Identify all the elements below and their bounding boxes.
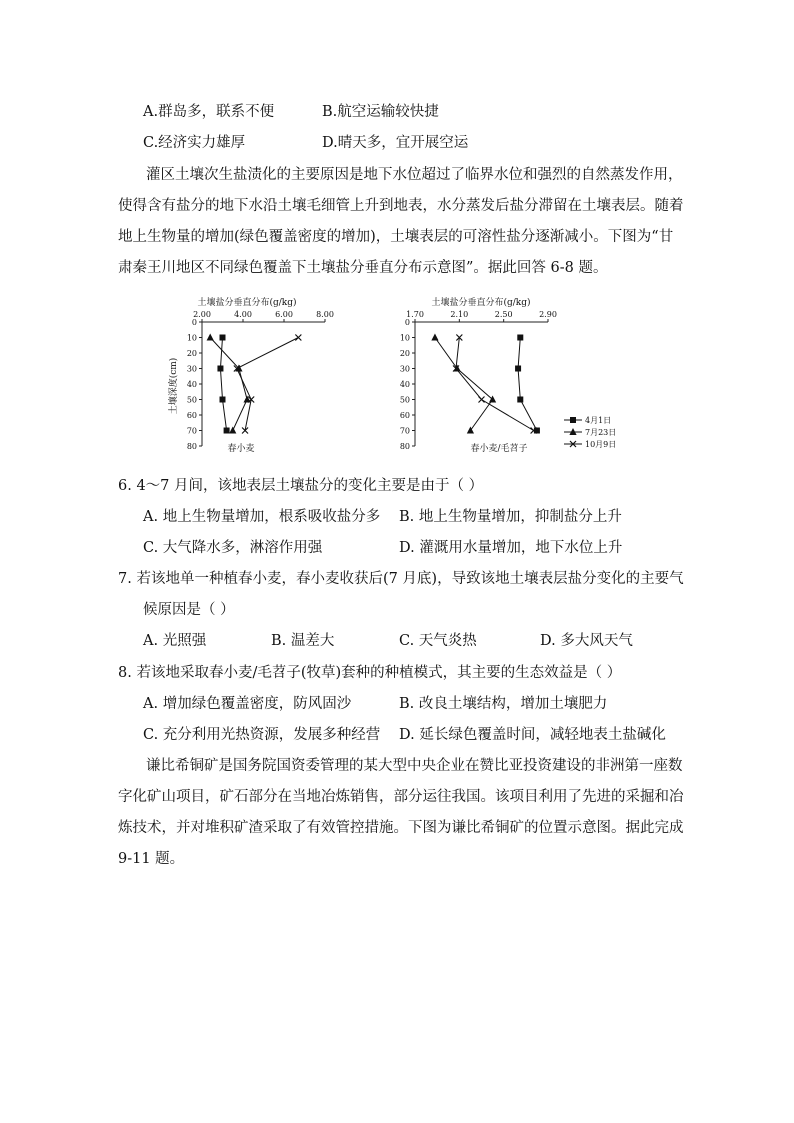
x-tick-label: 4.00 (234, 310, 252, 319)
data-point-triangle (229, 427, 236, 434)
passage2-line-3: 炼技术，并对堆积矿渣采取了有效管控措施。下图为谦比希铜矿的位置示意图。据此完成 (118, 820, 684, 836)
series-line-x (237, 338, 299, 431)
series-line-square (518, 338, 537, 431)
q7-option-a: A. 光照强 (143, 633, 207, 649)
passage1-line-3: 地上生物量的增加(绿色覆盖密度的增加)，土壤表层的可溶性盐分逐渐减小。下图为“甘 (118, 229, 674, 245)
x-tick-label: 2.00 (193, 310, 211, 319)
q6-option-b: B. 地上生物量增加，抑制盐分上升 (399, 509, 622, 525)
chart2-legend (564, 416, 616, 449)
q7-option-b: B. 温差大 (271, 633, 335, 649)
chart2-caption: 春小麦/毛苕子 (470, 444, 528, 454)
data-point-square (220, 335, 226, 341)
q7-option-c: C. 天气炎热 (399, 633, 477, 649)
data-point-square (517, 397, 523, 403)
x-tick-label: 2.50 (494, 310, 513, 319)
y-tick-label: 0 (404, 318, 410, 327)
q6-option-c: C. 大气降水多，淋溶作用强 (143, 540, 323, 556)
passage1-line-2: 使得含有盐分的地下水沿土壤毛细管上升到地表，水分蒸发后盐分滞留在土壤表层。随着 (118, 198, 684, 214)
y-tick-label: 80 (399, 442, 410, 451)
data-point-x (295, 335, 301, 341)
data-point-triangle (207, 334, 214, 341)
y-tick-label: 30 (186, 364, 197, 374)
x-tick-label: 6.00 (275, 310, 293, 319)
q6-option-d: D. 灌溉用水量增加，地下水位上升 (399, 540, 623, 556)
series-line-triangle (435, 338, 493, 431)
q7-stem-line-1: 7. 若该地单一种植春小麦，春小麦收获后(7 月底)，导致该地土壤表层盐分变化的主要气 (118, 571, 684, 587)
data-point-x (479, 397, 485, 403)
y-tick-label: 80 (186, 442, 197, 451)
y-tick-label: 20 (399, 349, 410, 358)
q8-option-d: D. 延长绿色覆盖时间，减轻地表土盐碱化 (399, 727, 666, 743)
q8-option-a: A. 增加绿色覆盖密度，防风固沙 (143, 696, 352, 712)
data-point-square (220, 397, 226, 403)
chart1-title: 土壤盐分垂直分布(g/kg) (197, 298, 297, 308)
series-line-triangle (210, 338, 247, 431)
q8-stem: 8. 若该地采取春小麦/毛苕子(牧草)套种的种植模式，其主要的生态效益是（ ） (118, 665, 622, 681)
y-tick-label: 10 (399, 333, 410, 343)
data-point-square (224, 428, 230, 434)
y-tick-label: 70 (399, 426, 410, 436)
y-tick-label: 50 (186, 395, 197, 405)
option-b: B.航空运输较快捷 (322, 104, 439, 120)
passage2-line-1: 谦比希铜矿是国务院国资委管理的某大型中央企业在赞比亚投资建设的非洲第一座数 (146, 758, 683, 774)
passage2-line-4: 9-11 题。 (118, 851, 185, 867)
y-tick-label: 70 (186, 426, 197, 436)
chart1-x-ticks (193, 310, 334, 322)
data-point-square (217, 366, 223, 372)
data-point-triangle (489, 396, 496, 403)
option-d: D.晴天多，宜开展空运 (322, 135, 469, 151)
chart2-x-ticks (406, 310, 557, 322)
chart-wheat-vetch (372, 290, 637, 460)
legend-label: 10月9日 (585, 440, 617, 449)
q7-option-d: D. 多大风天气 (540, 633, 633, 649)
q6-stem: 6. 4～7 月间，该地表层土壤盐分的变化主要是由于（ ） (118, 478, 484, 494)
data-point-triangle (431, 334, 438, 341)
x-tick-label: 1.70 (406, 310, 424, 319)
y-tick-label: 40 (399, 380, 410, 389)
y-tick-label: 10 (186, 333, 197, 343)
legend-marker-square (570, 417, 576, 423)
y-tick-label: 50 (399, 395, 410, 405)
y-tick-label: 20 (186, 349, 197, 358)
q8-option-b: B. 改良土壤结构，增加土壤肥力 (399, 696, 608, 712)
option-c: C.经济实力雄厚 (143, 135, 246, 151)
passage1-line-1: 灌区土壤次生盐渍化的主要原因是地下水位超过了临界水位和强烈的自然蒸发作用， (146, 167, 683, 183)
legend-label: 7月23日 (585, 428, 617, 437)
option-a: A.群岛多，联系不便 (143, 104, 275, 120)
passage2-line-2: 字化矿山项目，矿石部分在当地冶炼销售，部分运往我国。该项目利用了先进的采掘和冶 (118, 789, 684, 805)
chart2-title: 土壤盐分垂直分布(g/kg) (431, 298, 531, 308)
chart2-y-ticks (400, 318, 415, 451)
x-tick-label: 2.10 (450, 310, 469, 319)
data-point-square (517, 335, 523, 341)
q7-stem-line-2: 候原因是（ ） (143, 602, 235, 618)
data-point-square (534, 428, 540, 434)
y-tick-label: 60 (399, 411, 410, 420)
chart-spring-wheat (165, 290, 345, 460)
data-point-square (515, 366, 521, 372)
x-tick-label: 8.00 (316, 310, 334, 319)
y-tick-label: 0 (191, 318, 197, 327)
y-tick-label: 40 (186, 380, 197, 389)
legend-label: 4月1日 (585, 416, 612, 425)
chart2-series (431, 334, 540, 434)
q8-option-c: C. 充分利用光热资源，发展多种经营 (143, 727, 381, 743)
chart-wheat-vetch-svg (372, 290, 637, 460)
chart1-series (207, 334, 302, 434)
chart1-ylabel: 土壤深度(cm) (169, 357, 179, 415)
chart1-caption: 春小麦 (227, 444, 255, 454)
q6-option-a: A. 地上生物量增加，根系吸收盐分多 (143, 509, 381, 525)
chart1-y-ticks (187, 318, 202, 451)
chart-spring-wheat-svg (165, 290, 345, 460)
y-tick-label: 30 (399, 364, 410, 374)
series-line-x (456, 338, 534, 431)
x-tick-label: 2.90 (539, 310, 557, 319)
passage1-line-4: 肃秦王川地区不同绿色覆盖下土壤盐分垂直分布示意图”。据此回答 6-8 题。 (118, 260, 608, 276)
y-tick-label: 60 (186, 411, 197, 420)
